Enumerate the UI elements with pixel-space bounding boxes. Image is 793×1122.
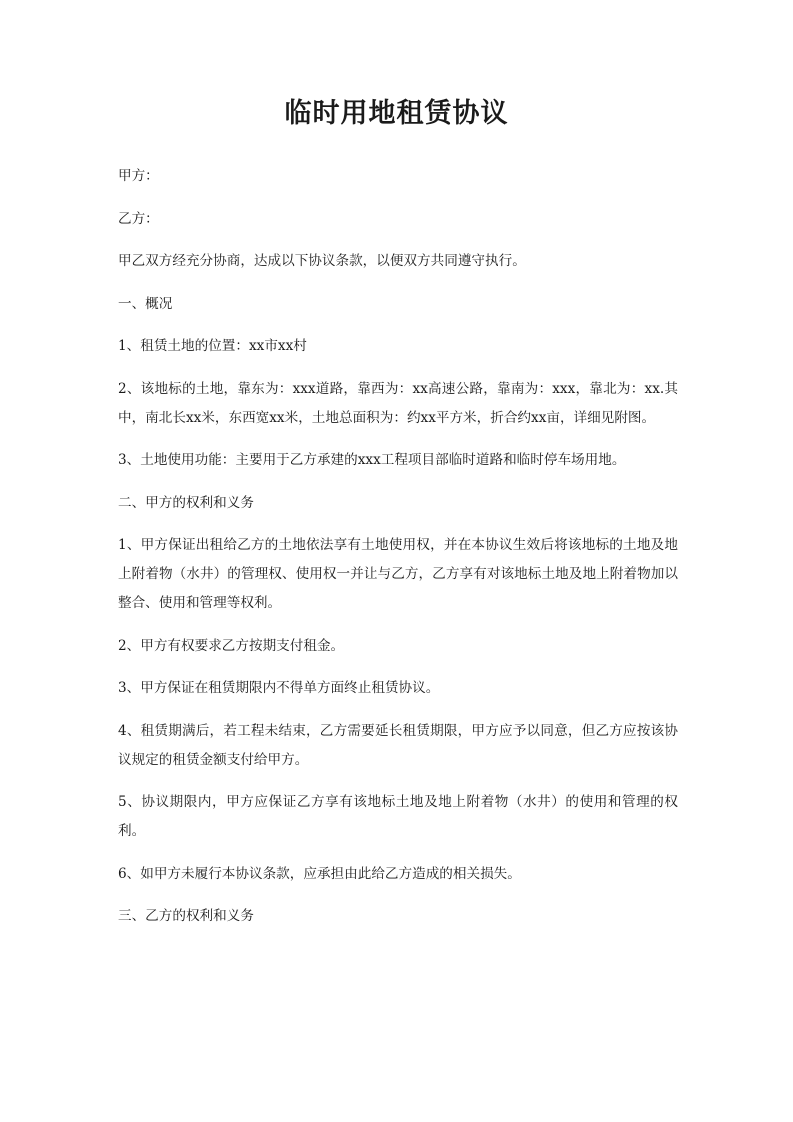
party-b-line: 乙方： bbox=[118, 210, 159, 227]
party-a-item-2: 2、甲方有权要求乙方按期支付租金。 bbox=[118, 637, 345, 654]
document-title: 临时用地租赁协议 bbox=[284, 98, 509, 129]
party-a-item-4: 4、租赁期满后，若工程未结束，乙方需要延长租赁期限，甲方应予以同意，但乙方应按该协议规定的租赁金额支付给甲方。 bbox=[118, 722, 678, 768]
overview-item-1: 1、租赁土地的位置：xx市xx村 bbox=[118, 338, 307, 354]
section-heading-party-b: 三、乙方的权利和义务 bbox=[118, 908, 254, 924]
document-body bbox=[118, 162, 678, 945]
party-a-line: 甲方： bbox=[118, 168, 159, 184]
section-heading-overview: 一、概况 bbox=[118, 295, 173, 312]
overview-item-2: 2、该地标的土地，靠东为：xxx道路，靠西为：xx高速公路，靠南为：xxx，靠北为：xx.其中，南北长xx米，东西宽xx米，土地总面积为：约xx平方米，折合约xx亩，详细见附图。 bbox=[118, 380, 678, 426]
overview-item-3: 3、土地使用功能：主要用于乙方承建的xxx工程项目部临时道路和临时停车场用地。 bbox=[118, 452, 626, 468]
party-a-item-1: 1、甲方保证出租给乙方的土地依法享有土地使用权，并在本协议生效后将该地标的土地及地上附着物（水井）的管理权、使用权一并让与乙方，乙方享有对该地标土地及地上附着物加以整合、使用和管理等权利。 bbox=[118, 537, 678, 611]
party-a-item-6: 6、如甲方未履行本协议条款，应承担由此给乙方造成的相关损失。 bbox=[118, 865, 521, 882]
section-heading-party-a: 二、甲方的权利和义务 bbox=[118, 494, 254, 511]
intro-paragraph: 甲乙双方经充分协商，达成以下协议条款，以便双方共同遵守执行。 bbox=[118, 253, 526, 269]
party-a-item-3: 3、甲方保证在租赁期限内不得单方面终止租赁协议。 bbox=[118, 680, 440, 696]
party-a-item-5: 5、协议期限内，甲方应保证乙方享有该地标土地及地上附着物（水井）的使用和管理的权利。 bbox=[118, 794, 678, 839]
